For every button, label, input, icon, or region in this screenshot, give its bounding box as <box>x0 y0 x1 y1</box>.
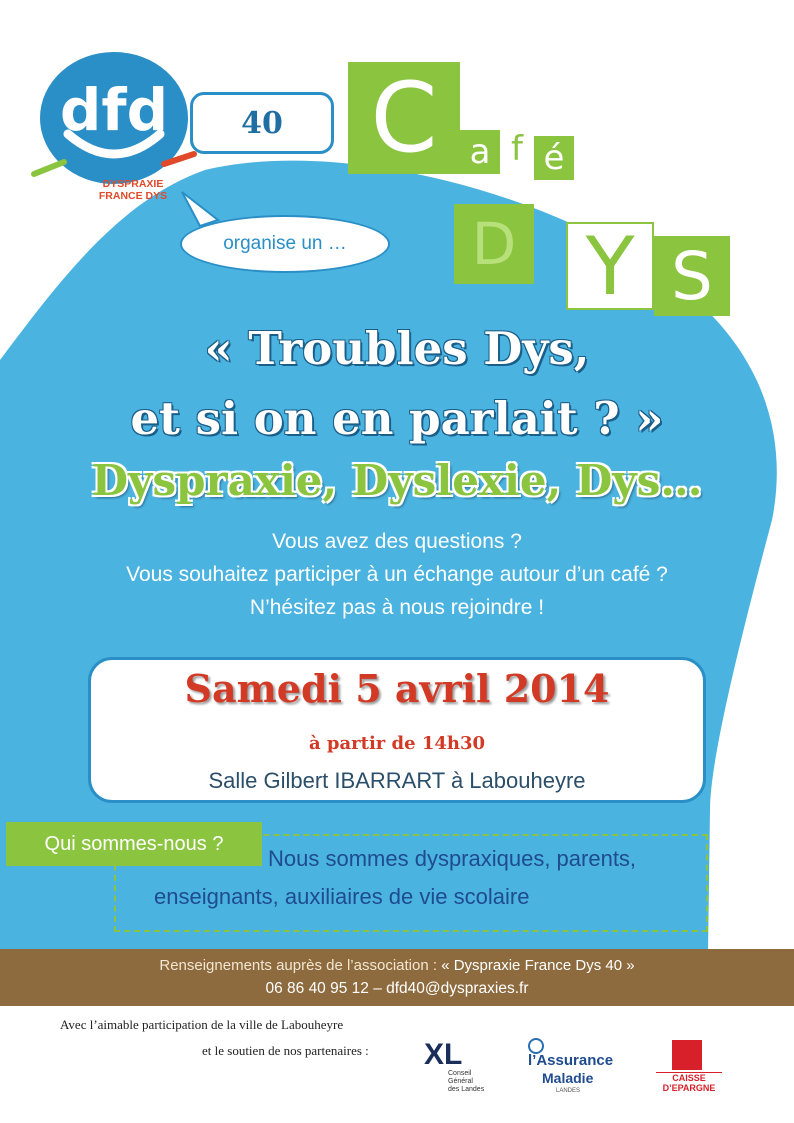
event-date: Samedi 5 avril 2014 <box>184 666 610 711</box>
headline-line2: et si on en parlait ? » <box>130 392 664 445</box>
partner-logo-assurance-maladie <box>522 1036 622 1096</box>
who-text-line2: enseignants, auxiliaires de vie scolaire <box>154 884 530 909</box>
footer-line1-association: « Dyspraxie France Dys 40 » <box>441 957 635 974</box>
intro-line-1: Vous avez des questions ? <box>272 530 522 553</box>
headline-subtitle: Dyspraxie, Dyslexie, Dys… <box>91 456 703 505</box>
xl-line2: Général <box>448 1078 473 1085</box>
who-label: Qui sommes-nous ? <box>6 822 262 866</box>
cafe-letter-a: a <box>460 130 500 174</box>
ce-line1: CAISSE <box>656 1072 722 1083</box>
logo-subtitle-line1: DYSPRAXIE <box>102 178 164 190</box>
caisse-epargne-squirrel-icon <box>672 1040 702 1070</box>
dys-letter-y: Y <box>566 222 654 310</box>
bubble-text: organise un … <box>223 233 347 254</box>
ce-line2: D’EPARGNE <box>662 1083 716 1093</box>
event-time: à partir de 14h30 <box>308 733 486 754</box>
footer-line1-prefix: Renseignements auprès de l’association : <box>159 957 442 974</box>
cafe-letter-f: f <box>500 124 534 174</box>
dys-letter-d: D <box>454 204 534 284</box>
intro-line-2: Vous souhaitez participer à un échange autour d’un café ? <box>126 563 668 586</box>
footer-contact-line1 <box>0 957 794 974</box>
bubble-tail-icon <box>180 190 220 230</box>
credits-line1: Avec l’aimable participation de la ville de Labouheyre <box>60 1017 344 1032</box>
headline-line1: « Troubles Dys, <box>204 322 590 375</box>
event-venue: Salle Gilbert IBARRART à Labouheyre <box>208 768 586 793</box>
intro-line-3: N’hésitez pas à nous rejoindre ! <box>249 596 545 619</box>
dys-letter-s: S <box>654 236 730 316</box>
logo-subtitle-line2: FRANCE DYS <box>98 190 168 202</box>
logo-subtitle <box>78 178 188 202</box>
dfd-logo <box>28 34 198 184</box>
cafe-letter-e: é <box>534 136 574 180</box>
am-line2: Maladie <box>542 1070 594 1086</box>
am-line3: LANDES <box>556 1088 581 1094</box>
department-number-box: 40 <box>190 92 334 154</box>
dfd-logo-mark: dfd <box>59 76 169 144</box>
am-line1: l’Assurance <box>528 1052 614 1069</box>
cafe-letter-c: C <box>348 62 460 174</box>
footer-contact-line2: 06 86 40 95 12 – dfd40@dyspraxies.fr <box>265 980 529 997</box>
xl-mark: XL <box>424 1038 463 1071</box>
credits-line2: et le soutien de nos partenaires : <box>202 1043 369 1058</box>
who-text-line1: Nous sommes dyspraxiques, parents, <box>268 846 637 871</box>
xl-line3: des Landes <box>448 1086 485 1093</box>
partner-logo-conseil-general <box>424 1040 494 1100</box>
partner-logo-caisse-epargne <box>656 1040 722 1100</box>
xl-line1: Conseil <box>448 1070 472 1077</box>
